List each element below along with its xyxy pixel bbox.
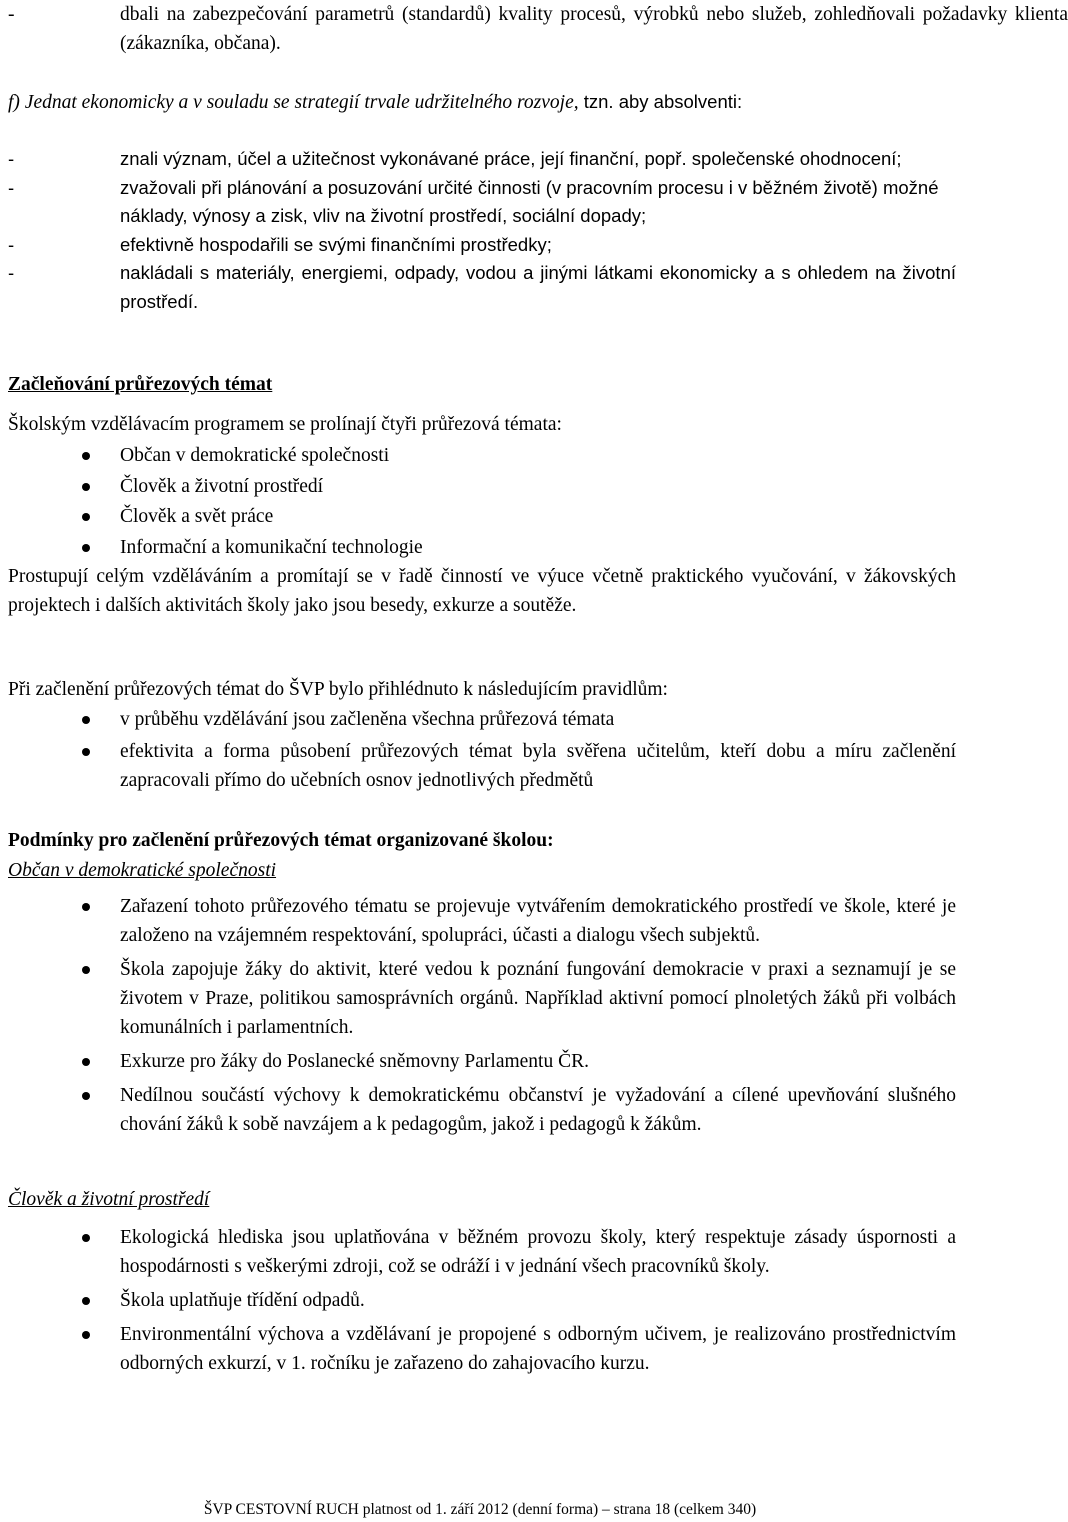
list-item (8, 955, 956, 1042)
list-item-text: v průběhu vzdělávání jsou začleněna všechna průřezová témata (120, 709, 615, 730)
list-item-text: Zařazení tohoto průřezového tématu se projevuje vytvářením demokratického prostředí ve škole, které je založeno na vzájemném respektování, spolupráci, účasti a dialogu všech subjektů. (120, 896, 956, 946)
list-item-text: Škola zapojuje žáky do aktivit, které vedou k poznání fungování demokracie v praxi a seznamují je se životem v Praze, politikou samosprávních orgánů. Například aktivní pomocí plnoletých žáků při volbách komunálních i parlamentních. (120, 959, 956, 1038)
bullet-icon (82, 1331, 90, 1339)
list-item-text: efektivně hospodařili se svými finančními prostředky; (120, 233, 552, 255)
dash-marker: - (8, 262, 15, 283)
list-item (8, 231, 956, 260)
list-item (8, 145, 956, 174)
rules-intro: Při začlenění průřezových témat do ŠVP bylo přihlédnuto k následujícím pravidlům: (8, 679, 668, 700)
list-item-text: efektivita a forma působení průřezových témat byla svěřena učitelům, kteří dobu a míru začlenění zapracovali přímo do učebních osnov jednotlivých předmětů (120, 741, 956, 791)
section-f-intro (8, 87, 956, 117)
paragraph: Prostupují celým vzděláváním a promítají se v řadě činností ve výuce včetně praktického vyučování, v žákovských projektech i dalších aktivitách školy jako jsou besedy, exkurze a soutěže. (8, 566, 956, 616)
bullet-icon (82, 1234, 90, 1242)
section-f-heading: f) Jednat ekonomicky a v souladu se strategií trvale udržitelného rozvoje, (8, 92, 579, 113)
bullet-icon (82, 903, 90, 911)
list-item (8, 502, 956, 533)
topics-intro: Školským vzdělávacím programem se prolínají čtyři průřezová témata: (8, 414, 562, 435)
bullet-icon (82, 1297, 90, 1305)
list-item (8, 1286, 956, 1315)
section-heading: Začleňování průřezových témat (8, 374, 273, 395)
list-item-text: zvažovali při plánování a posuzování určité činnosti (v pracovním procesu i v běžném životě) možné náklady, výnosy a zisk, vliv na životní prostředí, sociální dopady; (120, 176, 939, 226)
list-item-text: znali význam, účel a užitečnost vykonávané práce, její finanční, popř. společenské ohodnocení; (120, 148, 902, 169)
list-item (8, 174, 956, 231)
bullet-icon (82, 966, 90, 974)
list-item-text: Ekologická hlediska jsou uplatňována v běžném provozu školy, který respektuje zásady úspornosti a hospodárnosti s veškerými zdroji, což se odráží i v jednání všech pracovníků školy. (120, 1227, 956, 1277)
list-item (8, 892, 956, 950)
list-item (8, 441, 956, 472)
section-heading: Podmínky pro začlenění průřezových témat organizované školou: (8, 830, 554, 851)
list-item (8, 705, 956, 734)
list-item-text: dbali na zabezpečování parametrů (standardů) kvality procesů, výrobků nebo služeb, zohledňovali požadavky klienta (zákazníka, občana). (120, 4, 1068, 54)
dash-marker: - (8, 233, 15, 255)
bullet-icon (82, 748, 90, 756)
list-item (8, 0, 1068, 58)
bullet-icon (82, 544, 90, 552)
bullet-icon (82, 513, 90, 521)
bullet-icon (82, 483, 90, 491)
list-item-text: Škola uplatňuje třídění odpadů. (120, 1290, 365, 1311)
list-item-text: Člověk a životní prostředí (120, 475, 324, 497)
obcan-list (8, 892, 956, 1139)
topics-list (8, 441, 956, 563)
list-item-text: Nedílnou součástí výchovy k demokratickému občanství je vyžadování a cílené upevňování slušného chování žáků k sobě navzájem a k pedagogům, jakož i pedagogů k žákům. (120, 1085, 956, 1135)
list-item-text: Exkurze pro žáky do Poslanecké sněmovny Parlamentu ČR. (120, 1051, 589, 1072)
page-footer: ŠVP CESTOVNÍ RUCH platnost od 1. září 2012 (denní forma) – strana 18 (celkem 340) (203, 1501, 757, 1518)
list-item-text: nakládali s materiály, energiemi, odpady, vodou a jinými látkami ekonomicky a s ohledem na životní prostředí. (120, 262, 956, 312)
list-item-text: Člověk a svět práce (120, 506, 274, 527)
bullet-icon (82, 1092, 90, 1100)
bullet-icon (82, 1058, 90, 1066)
list-item (8, 1320, 956, 1378)
bullet-icon (82, 452, 90, 460)
list-item-text: Občan v demokratické společnosti (120, 445, 390, 466)
list-item (8, 259, 956, 316)
list-item (8, 472, 956, 503)
list-item (8, 1081, 956, 1139)
list-item (8, 737, 956, 795)
dash-marker: - (8, 4, 15, 25)
list-item (8, 1047, 956, 1076)
bullet-icon (82, 716, 90, 724)
rules-list (8, 705, 956, 795)
dash-marker: - (8, 176, 15, 198)
list-item-text: Informační a komunikační technologie (120, 536, 423, 558)
absolventi-list (8, 145, 956, 316)
subsection-title: Občan v demokratické společnosti (8, 860, 277, 881)
list-item (8, 1223, 956, 1281)
clovek-list (8, 1223, 956, 1378)
subsection-title: Člověk a životní prostředí (8, 1189, 210, 1210)
list-item (8, 533, 956, 564)
section-f-tail: tzn. aby absolventi: (578, 91, 743, 112)
dash-marker: - (8, 148, 15, 169)
list-item-text: Environmentální výchova a vzdělávaní je propojené s odborným učivem, je realizováno prostřednictvím odborných exkurzí, v 1. ročníku je zařazeno do zahajovacího kurzu. (120, 1324, 956, 1374)
